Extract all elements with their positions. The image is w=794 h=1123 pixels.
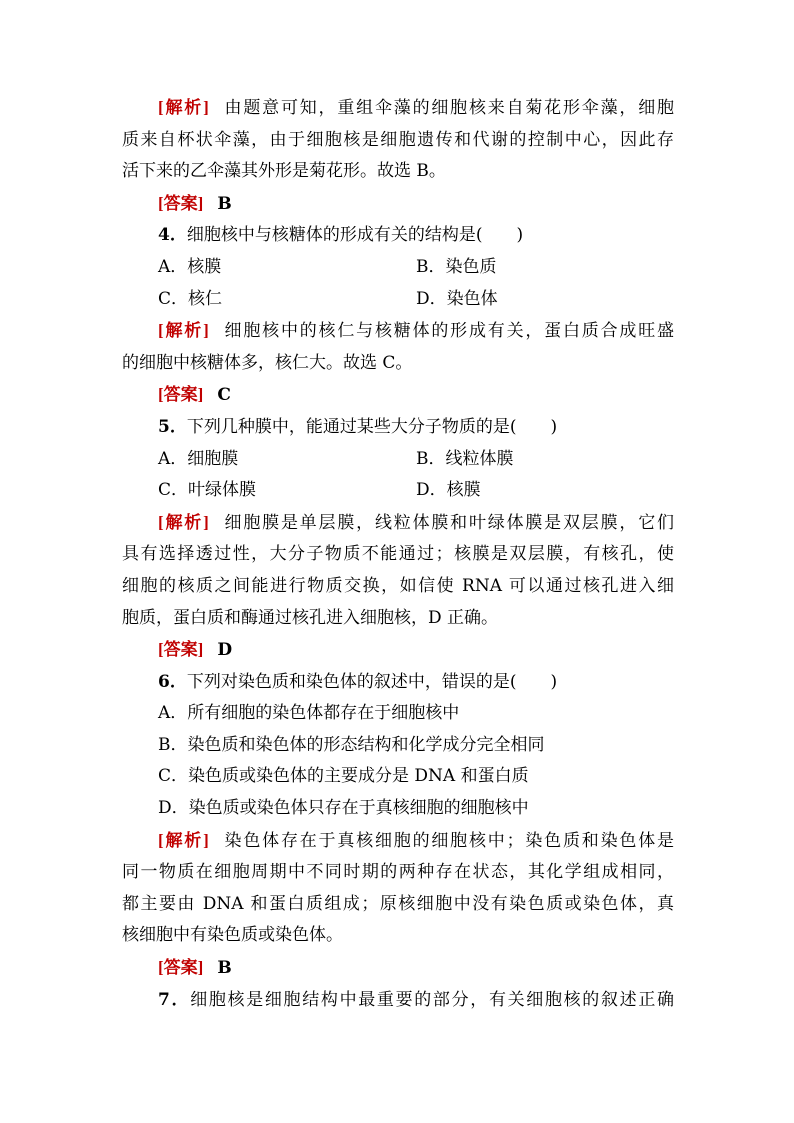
- analysis-line: [解析] 细胞核中的核仁与核糖体的形成有关，蛋白质合成旺盛: [158, 321, 674, 342]
- answer-value: D: [217, 640, 233, 661]
- analysis-line: [解析] 细胞膜是单层膜，线粒体膜和叶绿体膜是双层膜，它们: [158, 512, 674, 533]
- analysis-line: 胞质，蛋白质和酶通过核孔进入细胞核，D 正确。: [122, 607, 499, 628]
- answer-value: C: [217, 385, 231, 406]
- options-row: [122, 444, 674, 476]
- option-a: A．所有细胞的染色体都存在于细胞核中: [158, 703, 460, 724]
- analysis-line: 核细胞中有染色质或染色体。: [122, 925, 343, 946]
- analysis-line: 都主要由 DNA 和蛋白质组成；原核细胞中没有染色质或染色体，真: [122, 893, 674, 914]
- analysis-tag: [解析]: [158, 321, 209, 341]
- option-b: B．线粒体膜: [416, 448, 514, 469]
- answer-tag: [答案]: [158, 640, 204, 660]
- analysis-line: 细胞的核质之间能进行物质交换，如信使 RNA 可以通过核孔进入细: [122, 575, 674, 596]
- document-page: [122, 92, 674, 1016]
- options-row: [122, 284, 674, 316]
- option-a: A．细胞膜: [158, 448, 239, 469]
- answer-value: B: [217, 958, 232, 979]
- answer-line: [122, 952, 674, 985]
- answer-line: [122, 188, 674, 221]
- option-c: C．核仁: [158, 288, 223, 309]
- answer-line: [122, 379, 674, 412]
- analysis-line: 活下来的乙伞藻其外形是菊花形。故选 B。: [122, 161, 446, 182]
- analysis-tag: [解析]: [158, 98, 209, 117]
- question-stem: 7．细胞核是细胞结构中最重要的部分，有关细胞核的叙述正确: [158, 989, 674, 1010]
- option-c: C．叶绿体膜: [158, 480, 257, 501]
- option-d: D．染色体: [416, 288, 498, 309]
- option-b: B．染色质: [416, 256, 497, 277]
- analysis-line: 质来自杯状伞藻，由于细胞核是细胞遗传和代谢的控制中心，因此存: [122, 129, 674, 150]
- analysis-line: [解析] 由题意可知，重组伞藻的细胞核来自菊花形伞藻，细胞: [158, 98, 674, 118]
- analysis-line: 的细胞中核糖体多，核仁大。故选 C。: [122, 352, 413, 373]
- answer-tag: [答案]: [158, 385, 204, 405]
- question-stem: 6．下列对染色质和染色体的叙述中，错误的是( ): [158, 671, 558, 692]
- option-a: A．核膜: [158, 256, 222, 277]
- answer-tag: [答案]: [158, 193, 204, 213]
- options-row: [122, 475, 674, 507]
- answer-line: [122, 634, 674, 667]
- options-row: [122, 252, 674, 284]
- analysis-tag: [解析]: [158, 830, 209, 850]
- analysis-line: 具有选择透过性，大分子物质不能通过；核膜是双层膜，有核孔，使: [122, 544, 674, 565]
- analysis-tag: [解析]: [158, 512, 209, 532]
- option-b: B．染色质和染色体的形态结构和化学成分完全相同: [158, 734, 545, 755]
- option-d: D．核膜: [416, 480, 481, 501]
- option-c: C．染色质或染色体的主要成分是 DNA 和蛋白质: [158, 766, 529, 787]
- question-stem: 5．下列几种膜中，能通过某些大分子物质的是( ): [158, 416, 558, 437]
- option-d: D．染色质或染色体只存在于真核细胞的细胞核中: [158, 798, 529, 819]
- answer-tag: [答案]: [158, 958, 204, 978]
- analysis-line: [解析] 染色体存在于真核细胞的细胞核中；染色质和染色体是: [158, 830, 674, 851]
- answer-value: B: [217, 193, 232, 214]
- question-stem: 4．细胞核中与核糖体的形成有关的结构是( ): [158, 225, 524, 246]
- analysis-line: 同一物质在细胞周期中不同时期的两种存在状态，其化学组成相同，: [122, 862, 674, 883]
